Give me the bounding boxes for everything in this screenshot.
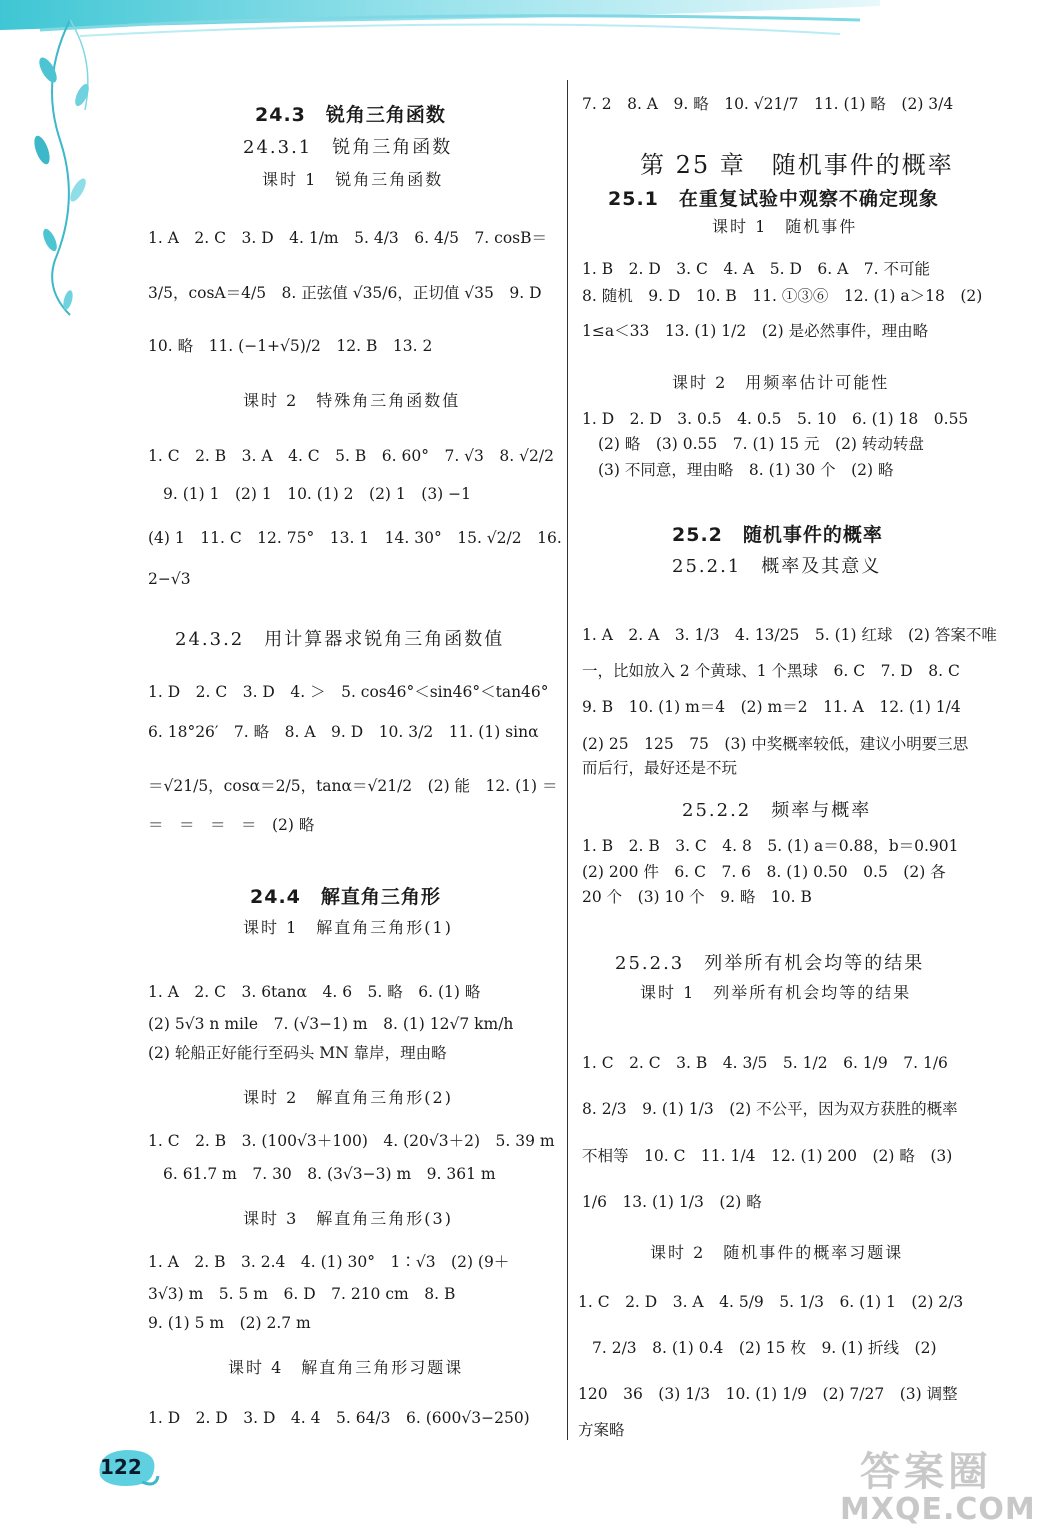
answer-line: 8. 2/3 9. (1) 1/3 (2) 不公平，因为双方获胜的概率 <box>582 1100 958 1118</box>
section-heading-25-2: 25.2 随机事件的概率 <box>672 524 883 546</box>
answer-line: 9. (1) 5 m (2) 2.7 m <box>148 1314 311 1332</box>
answer-line: 1. A 2. B 3. 2.4 4. (1) 30° 1∶√3 (2) (9＋ <box>148 1253 510 1271</box>
answer-line: (4) 1 11. C 12. 75° 13. 1 14. 30° 15. √2/2 16. <box>148 529 562 547</box>
answer-line: 7. 2 8. A 9. 略 10. √21/7 11. (1) 略 (2) 3/4 <box>582 95 954 113</box>
subsection-heading-24-3-1: 24.3.1 锐角三角函数 <box>243 137 453 158</box>
lesson-heading: 课时 1 随机事件 <box>712 217 858 236</box>
subsection-heading-25-2-2: 25.2.2 频率与概率 <box>682 800 872 821</box>
answer-line: 方案略 <box>578 1421 625 1439</box>
answer-line: 1/6 13. (1) 1/3 (2) 略 <box>582 1193 762 1211</box>
answer-line: 1. C 2. C 3. B 4. 3/5 5. 1/2 6. 1/9 7. 1/6 <box>582 1054 948 1072</box>
answer-line: (2) 5√3 n mile 7. (√3−1) m 8. (1) 12√7 km/h <box>148 1015 514 1033</box>
subsection-heading-25-2-3: 25.2.3 列举所有机会均等的结果 <box>615 953 925 974</box>
answer-line: 不相等 10. C 11. 1/4 12. (1) 200 (2) 略 (3) <box>582 1147 953 1165</box>
page-number: 122 <box>100 1455 142 1479</box>
answer-line: ＝ ＝ ＝ ＝ (2) 略 <box>148 816 315 834</box>
answer-line: (2) 略 (3) 0.55 7. (1) 15 元 (2) 转动转盘 <box>598 435 924 453</box>
lesson-heading: 课时 1 列举所有机会均等的结果 <box>640 983 912 1002</box>
vine-decoration <box>0 0 140 330</box>
answer-line: 一，比如放入 2 个黄球、1 个黑球 6. C 7. D 8. C <box>582 662 960 680</box>
answer-line: 120 36 (3) 1/3 10. (1) 1/9 (2) 7/27 (3) 调整 <box>578 1385 958 1403</box>
answer-line: 3/5，cosA＝4/5 8. 正弦值 √35/6，正切值 √35 9. D <box>148 284 542 302</box>
answer-line: (2) 200 件 6. C 7. 6 8. (1) 0.50 0.5 (2) 各 <box>582 863 946 881</box>
lesson-heading: 课时 2 特殊角三角函数值 <box>243 391 461 410</box>
section-heading-24-4: 24.4 解直角三角形 <box>250 886 441 908</box>
answer-line: 3√3) m 5. 5 m 6. D 7. 210 cm 8. B <box>148 1285 456 1303</box>
answer-line: 1≤a＜33 13. (1) 1/2 (2) 是必然事件，理由略 <box>582 322 929 340</box>
answer-line: 1. B 2. D 3. C 4. A 5. D 6. A 7. 不可能 <box>582 260 931 278</box>
watermark-top-text: 答案圈 <box>860 1449 992 1495</box>
answer-line: 9. (1) 1 (2) 1 10. (1) 2 (2) 1 (3) −1 <box>163 485 472 503</box>
section-heading-24-3: 24.3 锐角三角函数 <box>255 104 446 126</box>
answer-line: 10. 略 11. (−1+√5)/2 12. B 13. 2 <box>148 337 433 355</box>
answer-line: 1. D 2. C 3. D 4. ＞ 5. cos46°＜sin46°＜tan46° <box>148 683 549 701</box>
watermark-logo <box>840 1440 1036 1530</box>
chapter-heading: 第 25 章 随机事件的概率 <box>640 151 954 179</box>
answer-line: 7. 2/3 8. (1) 0.4 (2) 15 枚 9. (1) 折线 (2) <box>592 1339 937 1357</box>
answer-line: 6. 18°26′ 7. 略 8. A 9. D 10. 3/2 11. (1) sinα <box>148 723 539 741</box>
lesson-heading: 课时 1 解直角三角形(1) <box>243 918 453 937</box>
answer-line: (2) 25 125 75 (3) 中奖概率较低，建议小明要三思 <box>582 735 969 753</box>
answer-line: 9. B 10. (1) m＝4 (2) m＝2 11. A 12. (1) 1/4 <box>582 698 961 716</box>
lesson-heading: 课时 3 解直角三角形(3) <box>243 1209 453 1228</box>
answer-line: 1. D 2. D 3. 0.5 4. 0.5 5. 10 6. (1) 18 0.55 <box>582 410 969 428</box>
answer-line: 8. 随机 9. D 10. B 11. ①③⑥ 12. (1) a＞18 (2) <box>582 287 983 305</box>
lesson-heading: 课时 1 锐角三角函数 <box>262 170 444 189</box>
lesson-heading: 课时 4 解直角三角形习题课 <box>228 1358 464 1377</box>
answer-line: 而后行，最好还是不玩 <box>582 759 738 777</box>
answer-line: 1. D 2. D 3. D 4. 4 5. 64/3 6. (600√3−250) <box>148 1409 530 1427</box>
answer-line: ＝√21/5，cosα＝2/5，tanα＝√21/2 (2) 能 12. (1) ＝ <box>148 777 558 795</box>
answer-line: 1. C 2. B 3. A 4. C 5. B 6. 60° 7. √3 8. √2/2 <box>148 447 554 465</box>
watermark-bottom-text: MXQE.COM <box>840 1492 1036 1527</box>
subsection-heading-25-2-1: 25.2.1 概率及其意义 <box>672 556 882 577</box>
lesson-heading: 课时 2 用频率估计可能性 <box>672 373 890 392</box>
answer-line: (3) 不同意，理由略 8. (1) 30 个 (2) 略 <box>598 461 894 479</box>
section-heading-25-1: 25.1 在重复试验中观察不确定现象 <box>608 188 939 210</box>
answer-line: 20 个 (3) 10 个 9. 略 10. B <box>582 888 812 906</box>
lesson-heading: 课时 2 解直角三角形(2) <box>243 1088 453 1107</box>
answer-line: 1. A 2. A 3. 1/3 4. 13/25 5. (1) 红球 (2) 答案不唯 <box>582 626 997 644</box>
answer-line: (2) 轮船正好能行至码头 MN 靠岸，理由略 <box>148 1044 447 1062</box>
answer-line: 1. A 2. C 3. D 4. 1/m 5. 4/3 6. 4/5 7. cosB＝ <box>148 229 548 247</box>
answer-line: 2−√3 <box>148 570 191 588</box>
column-divider <box>567 80 568 1440</box>
answer-line: 1. A 2. C 3. 6tanα 4. 6 5. 略 6. (1) 略 <box>148 983 481 1001</box>
answer-line: 1. C 2. D 3. A 4. 5/9 5. 1/3 6. (1) 1 (2) 2/3 <box>578 1293 964 1311</box>
answer-line: 1. C 2. B 3. (100√3＋100) 4. (20√3＋2) 5. 39 m <box>148 1132 555 1150</box>
answer-line: 6. 61.7 m 7. 30 8. (3√3−3) m 9. 361 m <box>163 1165 496 1183</box>
answer-line: 1. B 2. B 3. C 4. 8 5. (1) a＝0.88，b＝0.901 <box>582 837 959 855</box>
lesson-heading: 课时 2 随机事件的概率习题课 <box>650 1243 904 1262</box>
subsection-heading-24-3-2: 24.3.2 用计算器求锐角三角函数值 <box>175 629 505 650</box>
